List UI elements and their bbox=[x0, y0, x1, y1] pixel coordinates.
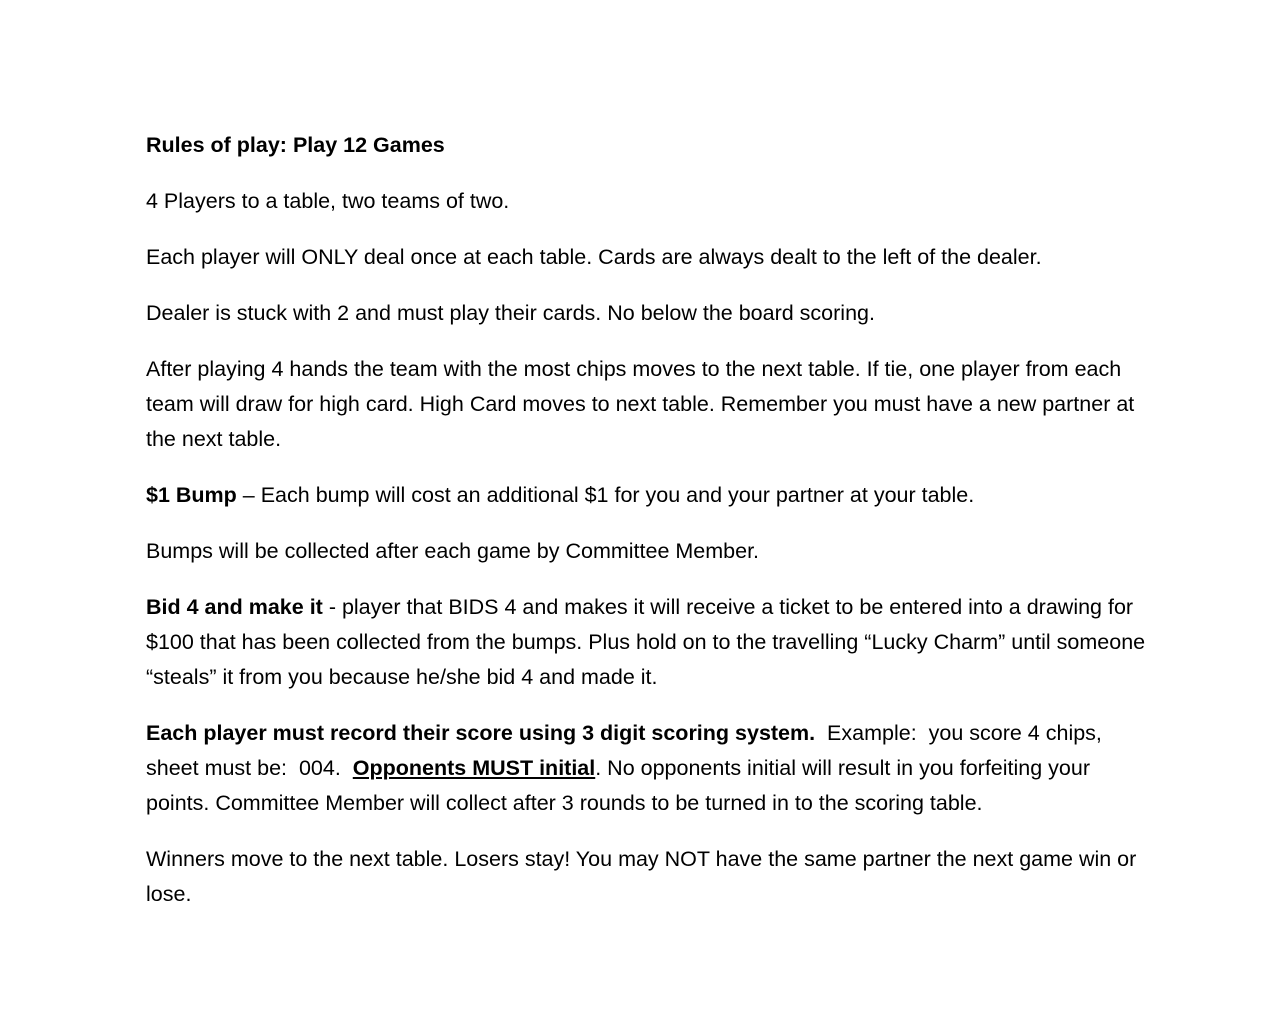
paragraph-bump bbox=[146, 478, 1146, 513]
paragraph-winners: Winners move to the next table. Losers stay! You may NOT have the same partner the next game win or lose. bbox=[146, 847, 1137, 906]
bid-4-label: Bid 4 and make it bbox=[146, 595, 323, 619]
paragraph-players: 4 Players to a table, two teams of two. bbox=[146, 189, 510, 213]
opponents-initial-text: Opponents MUST initial bbox=[352, 756, 596, 780]
document-title bbox=[146, 128, 1146, 163]
bump-label: $1 Bump bbox=[146, 483, 237, 507]
paragraph-dealer-stuck: Dealer is stuck with 2 and must play their cards. No below the board scoring. bbox=[146, 301, 875, 325]
scoring-example: Example: you score 4 chips, sheet must be: 004. bbox=[146, 721, 1108, 780]
paragraph-bid-4 bbox=[146, 590, 1146, 695]
scoring-rest: . No opponents initial will result in you forfeiting your points. Committee Member will collect after 3 rounds to be turned in to the scoring table. bbox=[146, 756, 1090, 815]
paragraph-scoring bbox=[146, 716, 1146, 821]
bump-text: – Each bump will cost an additional $1 for you and your partner at your table. bbox=[236, 483, 975, 507]
scoring-label: Each player must record their score using 3 digit scoring system. bbox=[146, 721, 816, 745]
title-text: Rules of play: Play 12 Games bbox=[146, 133, 445, 157]
paragraph-dealing: Each player will ONLY deal once at each table. Cards are always dealt to the left of the dealer. bbox=[146, 245, 1042, 269]
opponents-initial-emphasis bbox=[353, 756, 595, 780]
rules-document bbox=[146, 128, 1146, 933]
bid-4-text: - player that BIDS 4 and makes it will receive a ticket to be entered into a drawing for $100 that has been collected from the bumps. Plus hold on to the travelling “Lucky Charm” until someone “steals” it from you because he/she bid 4 and made it. bbox=[146, 595, 1146, 689]
paragraph-moving-tables: After playing 4 hands the team with the most chips moves to the next table. If tie, one player from each team will draw for high card. High Card moves to next table. Remember you must have a new partner at the next table. bbox=[146, 357, 1135, 451]
paragraph-bump-collection: Bumps will be collected after each game by Committee Member. bbox=[146, 539, 760, 563]
